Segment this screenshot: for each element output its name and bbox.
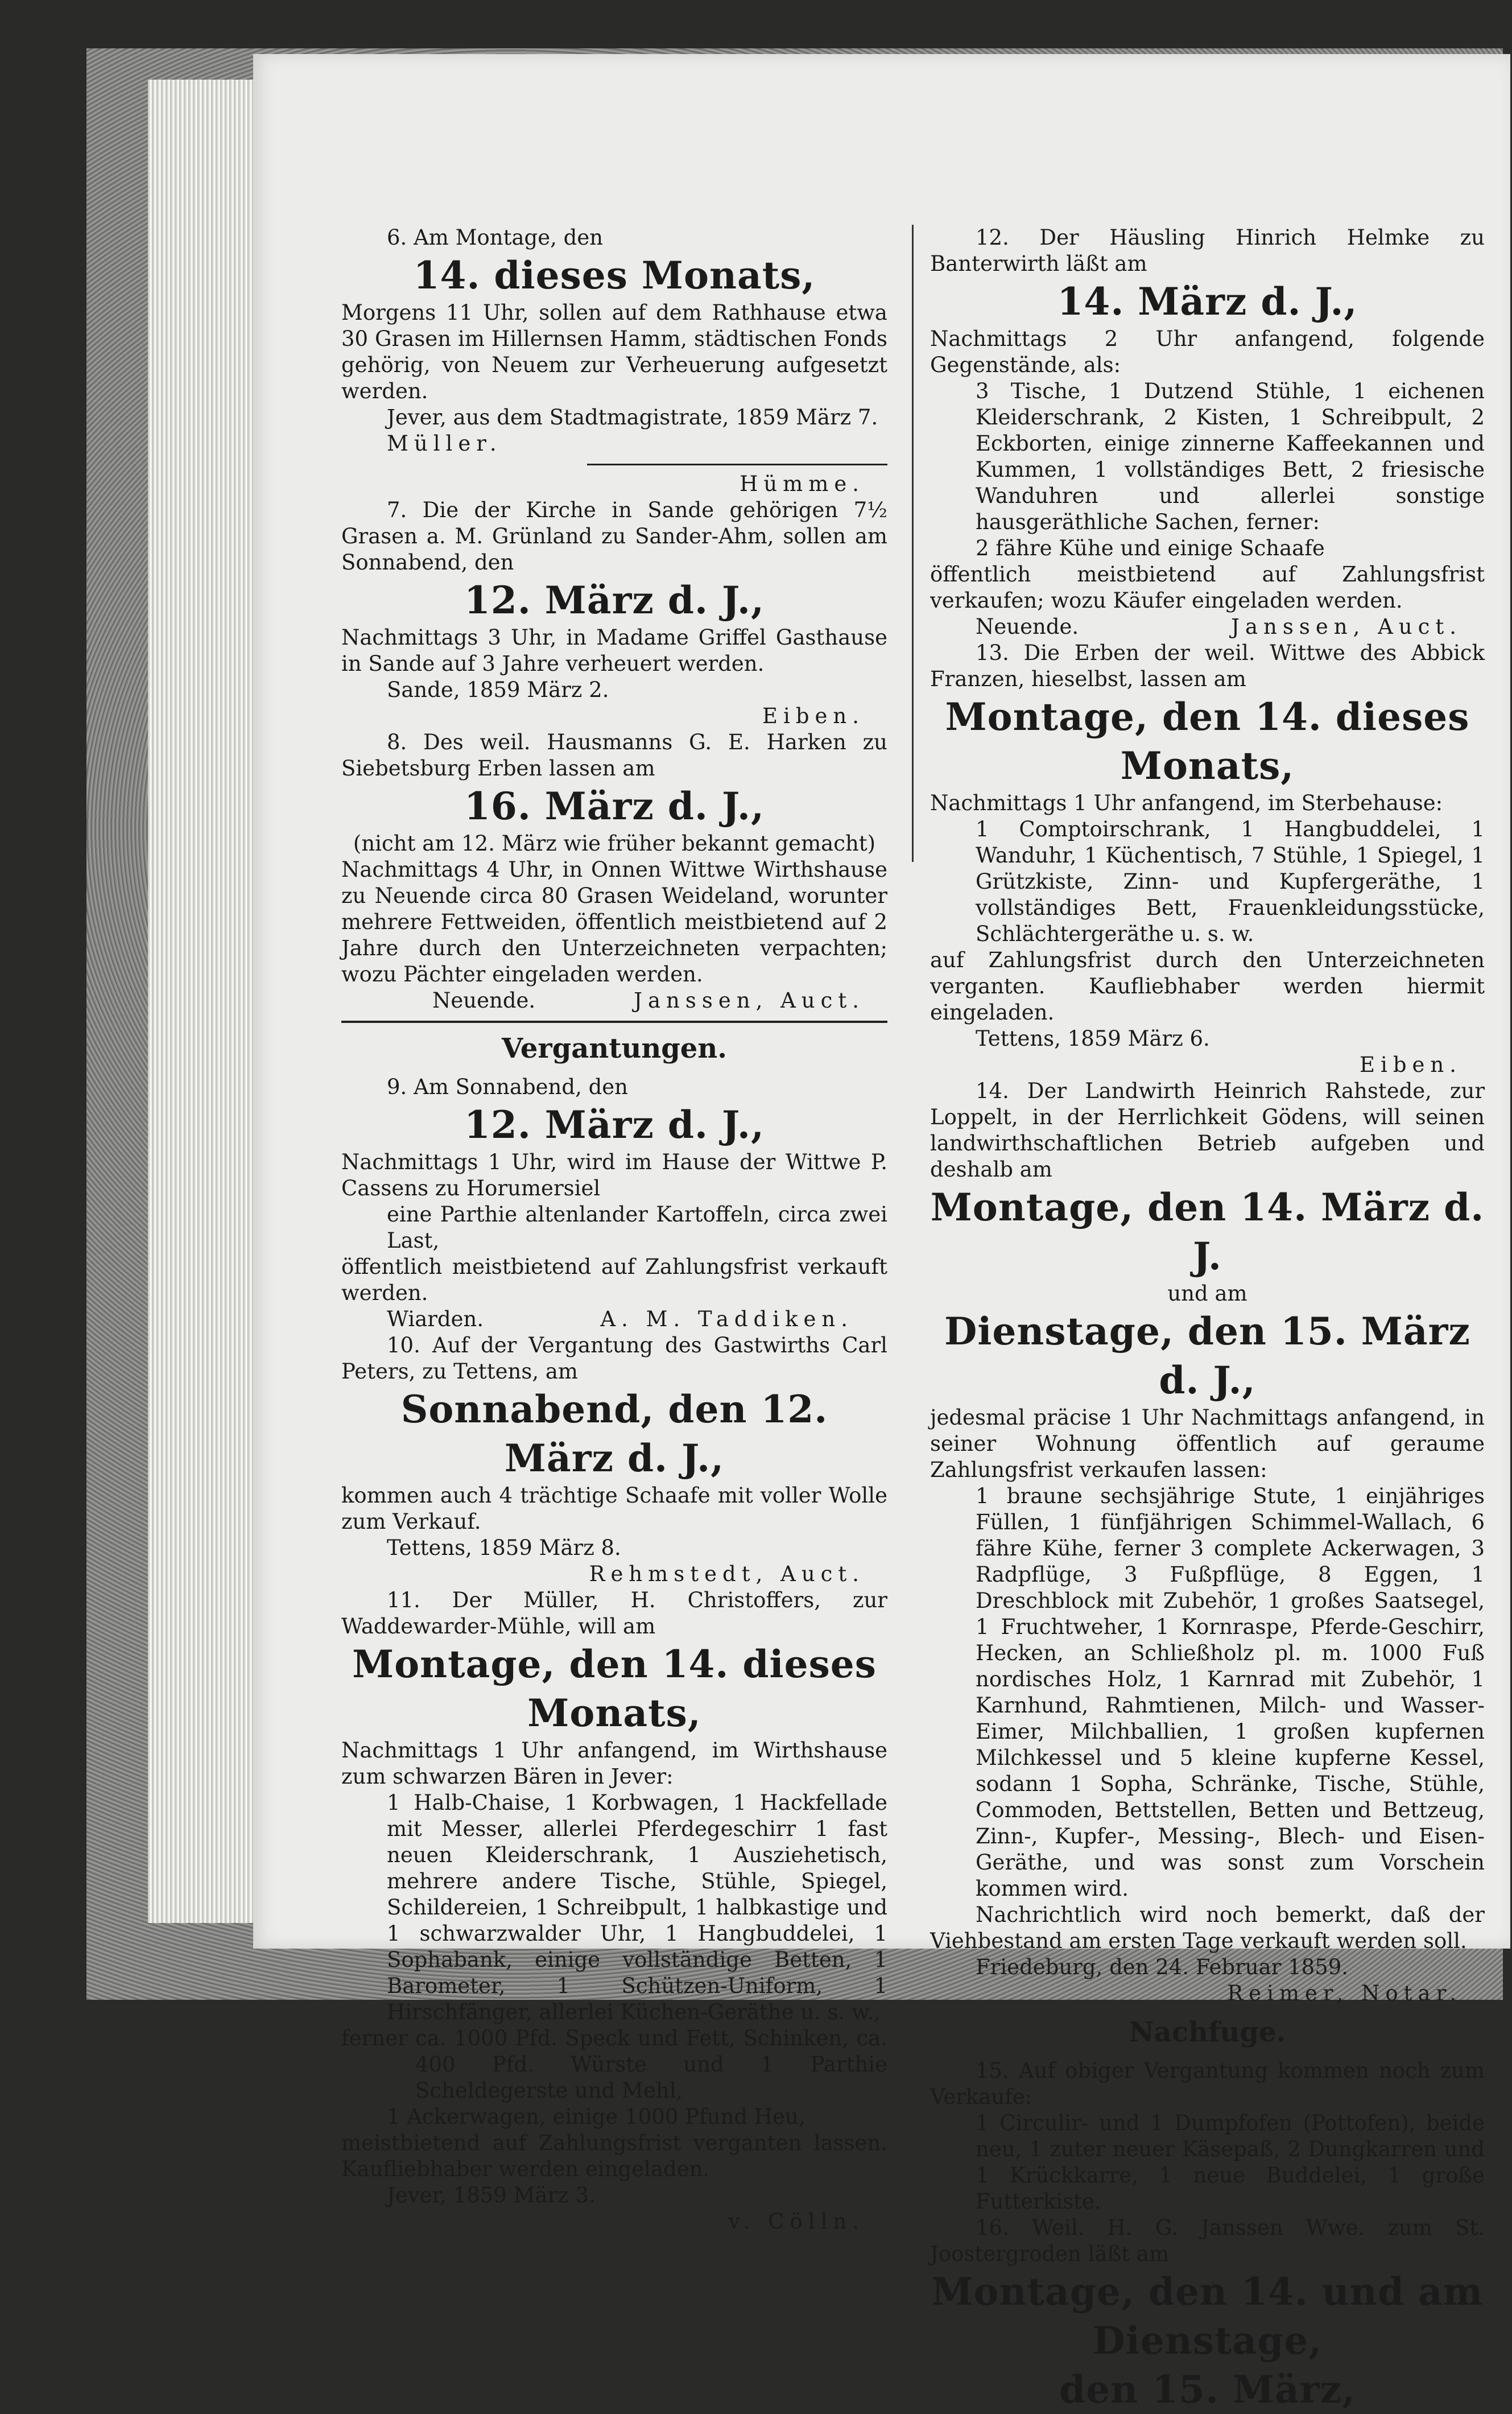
notice-9-item: eine Parthie altenlander Kartoffeln, circa zwei Last, bbox=[387, 1202, 887, 1253]
notice-14-signature: Reimer, Notar. bbox=[1227, 1981, 1462, 2006]
notice-12-place: Neuende. bbox=[976, 614, 1079, 639]
notice-14-und: und am bbox=[1167, 1281, 1247, 1306]
notice-16-intro: 16. Weil. H. G. Janssen Wwe. zum St. Joostergroden läßt am bbox=[930, 2215, 1485, 2266]
section-rule bbox=[341, 1021, 887, 1023]
page-edges bbox=[148, 80, 259, 1923]
notice-8-intro: 8. Des weil. Hausmanns G. E. Harken zu Siebetsburg Erben lassen am bbox=[341, 730, 887, 781]
notice-14-note: Nachrichtlich wird noch bemerkt, daß der Viehbestand am ersten Tage verkauft werden soll. bbox=[930, 1903, 1485, 1953]
notice-12-items: 3 Tische, 1 Dutzend Stühle, 1 eichenen Kleiderschrank, 2 Kisten, 1 Schreibpult, 2 Eckborten, einige zinnerne Kaffeekannen und Kummen, 1 vollständiges Bett, 2 friesische Wanduhren und allerlei sonstige hausgeräthliche Sachen, ferner: bbox=[976, 379, 1485, 534]
notice-12-signature-row bbox=[930, 614, 1485, 640]
notice-16-date-1: Montage, den 14. und am Dienstage, bbox=[931, 2269, 1484, 2363]
section-heading-vergantungen: Vergantungen. bbox=[502, 1033, 727, 1064]
notice-9-date: 12. März d. J., bbox=[464, 1103, 765, 1147]
notice-6-place: Jever, aus dem Stadtmagistrate, 1859 März 7. bbox=[387, 405, 878, 430]
notice-11-body: Nachmittags 1 Uhr anfangend, im Wirthshause zum schwarzen Bären in Jever: bbox=[341, 1738, 887, 1789]
notice-6-date: 14. dieses Monats, bbox=[413, 253, 816, 298]
notice-12-date: 14. März d. J., bbox=[1057, 279, 1358, 324]
notice-11-intro: 11. Der Müller, H. Christoffers, zur Waddewarder-Mühle, will am bbox=[341, 1588, 887, 1639]
notice-14-body: jedesmal präcise 1 Uhr Nachmittags anfangend, in seiner Wohnung öffentlich auf geraume Zahlungsfrist verkaufen lassen: bbox=[930, 1405, 1485, 1482]
divider bbox=[587, 464, 887, 465]
notice-13-tail: auf Zahlungsfrist durch den Unterzeichneten verganten. Kaufliebhaber werden hiermit eingeladen. bbox=[930, 948, 1485, 1025]
notice-10-body: kommen auch 4 trächtige Schaafe mit voller Wolle zum Verkauf. bbox=[341, 1483, 887, 1534]
notice-12-body: Nachmittags 2 Uhr anfangend, folgende Gegenstände, als: bbox=[930, 327, 1485, 377]
notice-11-place: Jever, 1859 März 3. bbox=[387, 2183, 596, 2207]
notice-9-place: Wiarden. bbox=[387, 1307, 484, 1331]
notice-13-items: 1 Comptoirschrank, 1 Hangbuddelei, 1 Wanduhr, 1 Küchentisch, 7 Stühle, 1 Spiegel, 1 Grützkiste, Zinn- und Kupfergeräthe, 1 vollständiges Bett, Frauenkleidungsstücke, Schlächtergeräthe u. s. w. bbox=[976, 817, 1485, 946]
notice-14-intro: 14. Der Landwirth Heinrich Rahstede, zur Loppelt, in der Herrlichkeit Gödens, will seinen landwirthschaftlichen Betrieb aufgeben und deshalb am bbox=[930, 1079, 1485, 1182]
notice-12-signature: Janssen, Auct. bbox=[1231, 614, 1462, 639]
notice-7-date: 12. März d. J., bbox=[464, 578, 765, 622]
notice-13-date: Montage, den 14. dieses Monats, bbox=[945, 695, 1470, 788]
notice-6-intro: 6. Am Montage, den bbox=[387, 225, 604, 250]
notice-6-signature-2: Hümme. bbox=[740, 472, 865, 496]
notice-8-signature: Janssen, Auct. bbox=[634, 988, 865, 1013]
notice-14-place: Friedeburg, den 24. Februar 1859. bbox=[976, 1955, 1349, 1979]
notice-9-signature-row bbox=[341, 1306, 887, 1332]
notice-7-place: Sande, 1859 März 2. bbox=[387, 678, 609, 702]
notice-13-place: Tettens, 1859 März 6. bbox=[976, 1026, 1210, 1051]
notice-14-items: 1 braune sechsjährige Stute, 1 einjähriges Füllen, 1 fünfjährigen Schimmel-Wallach, 6 fähre Kühe, ferner 3 complete Ackerwagen, 3 Radpflüge, 3 Fußpflüge, 8 Eggen, 1 Dreschblock mit Zubehör, 1 großes Saatsegel, 1 Fruchtweher, 1 Kornraspe, Pferde-Geschirr, Hecken, an Schließholz pl. m. 1000 Fuß nordisches Holz, 1 Karnrad mit Zubehör, 1 Karnhund, Rahmtienen, Milch- und Wasser-Eimer, Milchballien, 1 großen kupfernen Milchkessel und 5 kleine kupferne Kessel, sodann 1 Sopha, Schränke, Tische, Stühle, Commoden, Bettstellen, Betten und Bettzeug, Zinn-, Kupfer-, Messing-, Blech- und Eisen-Geräthe, und was sonst zum Vorschein kommen wird. bbox=[976, 1484, 1485, 1901]
notice-11-ferner: ca. 1000 Pfd. Speck und Fett, Schinken, ca. 400 Pfd. Würste und 1 Parthie Scheldegerste und Mehl, bbox=[415, 2026, 887, 2103]
notice-11-tail: meistbietend auf Zahlungsfrist verganten lassen. Kaufliebhaber werden eingeladen. bbox=[341, 2131, 887, 2181]
notice-14-date-1: Montage, den 14. März d. J. bbox=[930, 1185, 1485, 1278]
notice-11-date: Montage, den 14. dieses Monats, bbox=[352, 1642, 877, 1735]
notice-8-body: Nachmittags 4 Uhr, in Onnen Wittwe Wirthshause zu Neuende circa 80 Grasen Weideland, worunter mehrere Fettweiden, öffentlich meistbietend auf 2 Jahre durch den Unterzeichneten verpachten; wozu Pächter eingeladen werden. bbox=[341, 857, 887, 987]
notice-11-ferner-label: ferner bbox=[341, 2026, 408, 2050]
notice-12-cows: 2 fähre Kühe und einige Schaafe bbox=[976, 536, 1325, 560]
notice-9-tail: öffentlich meistbietend auf Zahlungsfrist verkauft werden. bbox=[341, 1255, 887, 1305]
notice-9-signature: A. M. Taddiken. bbox=[600, 1307, 853, 1331]
left-column bbox=[341, 225, 887, 2235]
notice-10-date: Sonnabend, den 12. März d. J., bbox=[400, 1387, 828, 1480]
notice-10-signature: Rehmstedt, Auct. bbox=[589, 1562, 865, 1586]
right-column bbox=[930, 225, 1485, 2414]
notice-6-body: Morgens 11 Uhr, sollen auf dem Rathhause etwa 30 Grasen im Hillernsen Hamm, städtischen Fonds gehörig, von Neuem zur Verheuerung aufgesetzt werden. bbox=[341, 300, 887, 403]
notice-15-items: 1 Circulir- und 1 Dumpfofen (Pottofen), beide neu, 1 zuter neuer Käsepaß, 2 Dungkarren und 1 Krückkarre, 1 neue Buddelei, 1 große Futterkiste. bbox=[976, 2111, 1485, 2214]
notice-10-place: Tettens, 1859 März 8. bbox=[387, 1536, 621, 1560]
notice-11-ferner-row bbox=[341, 2025, 887, 2104]
notice-7-signature: Eiben. bbox=[762, 704, 865, 728]
notice-13-body: Nachmittags 1 Uhr anfangend, im Sterbehause: bbox=[930, 791, 1443, 815]
notice-14-date-2: Dienstage, den 15. März d. J., bbox=[944, 1309, 1470, 1402]
notice-8-date: 16. März d. J., bbox=[464, 784, 765, 828]
notice-7-intro: 7. Die der Kirche in Sande gehörigen 7½ Grasen a. M. Grünland zu Sander-Ahm, sollen am Sonnabend, den bbox=[341, 498, 887, 575]
notice-8-signature-row bbox=[341, 988, 887, 1014]
notice-15-intro: 15. Auf obiger Vergantung kommen noch zum Verkaufe: bbox=[930, 2058, 1485, 2109]
notice-13-signature: Eiben. bbox=[1359, 1053, 1462, 1077]
column-divider bbox=[912, 225, 914, 862]
section-heading-nachfuge: Nachfuge. bbox=[1129, 2016, 1286, 2048]
notice-11-more: 1 Ackerwagen, einige 1000 Pfund Heu, bbox=[387, 2104, 805, 2129]
newspaper-page bbox=[253, 54, 1510, 2412]
notice-7-body: Nachmittags 3 Uhr, in Madame Griffel Gasthause in Sande auf 3 Jahre verheuert werden. bbox=[341, 625, 887, 676]
notice-16-date-2: den 15. März, bbox=[1059, 2367, 1356, 2412]
notice-6-signature-1: Müller. bbox=[387, 431, 502, 456]
notice-10-intro: 10. Auf der Vergantung des Gastwirths Carl Peters, zu Tettens, am bbox=[341, 1333, 887, 1384]
notice-8-note: (nicht am 12. März wie früher bekannt gemacht) bbox=[353, 831, 876, 856]
notice-11-items: 1 Halb-Chaise, 1 Korbwagen, 1 Hackfellade mit Messer, allerlei Pferdegeschirr 1 fast neuen Kleiderschrank, 1 Ausziehetisch, mehrere andere Tische, Stühle, Spiegel, Schildereien, 1 Schreibpult, 1 halbkastige und 1 schwarzwalder Uhr, 1 Hangbuddelei, 1 Sophabank, einige vollständige Betten, 1 Barometer, 1 Schützen-Uniform, 1 Hirschfänger, allerlei Küchen-Geräthe u. s. w., bbox=[387, 1790, 887, 2024]
notice-12-intro: 12. Der Häusling Hinrich Helmke zu Banterwirth läßt am bbox=[930, 225, 1485, 276]
notice-9-intro: 9. Am Sonnabend, den bbox=[387, 1075, 629, 1099]
notice-12-tail: öffentlich meistbietend auf Zahlungsfrist verkaufen; wozu Käufer eingeladen werden. bbox=[930, 562, 1485, 613]
notice-11-signature: v. Cölln. bbox=[728, 2209, 865, 2234]
notice-9-body: Nachmittags 1 Uhr, wird im Hause der Wittwe P. Cassens zu Horumersiel bbox=[341, 1150, 887, 1200]
notice-8-place: Neuende. bbox=[432, 988, 536, 1013]
notice-13-intro: 13. Die Erben der weil. Wittwe des Abbick Franzen, hieselbst, lassen am bbox=[930, 641, 1485, 691]
